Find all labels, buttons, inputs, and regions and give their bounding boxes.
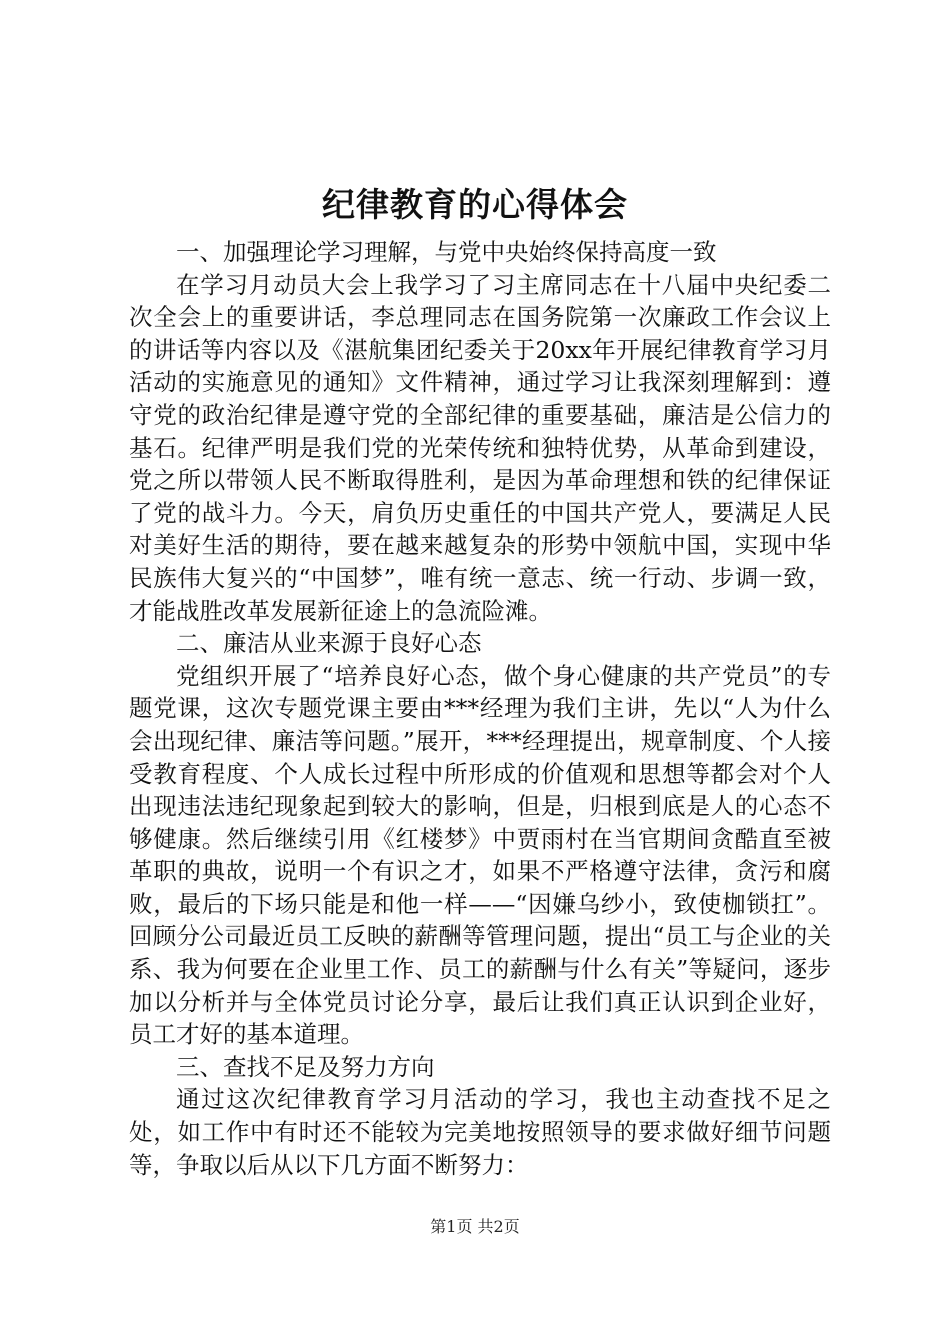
page-indicator: 第1页 共2页 xyxy=(430,1217,520,1236)
paragraph-3: 通过这次纪律教育学习月活动的学习，我也主动查找不足之处，如工作中有时还不能较为完美地按照领导的要求做好细节问题等，争取以后从以下几方面不断努力： xyxy=(129,1085,831,1179)
section-heading-3: 三、查找不足及努力方向 xyxy=(176,1052,435,1081)
section-heading-2: 二、廉洁从业来源于良好心态 xyxy=(176,629,482,658)
document-title: 纪律教育的心得体会 xyxy=(322,185,628,224)
document-body xyxy=(129,236,831,1181)
paragraph-2: 党组织开展了“培养良好心态，做个身心健康的共产党员”的专题党课，这次专题党课主要由***经理为我们主讲，先以“人为什么会出现纪律、廉洁等问题。”展开，***经理提出，规章制度、个人接受教育程度、个人成长过程中所形成的价值观和思想等都会对个人出现违法违纪现象起到较大的影响，但是，归根到底是人的心态不够健康。然后继续引用《红楼梦》中贾雨村在当官期间贪酷直至被革职的典故，说明一个有识之才，如果不严格遵守法律，贪污和腐败，最后的下场只能是和他一样——“因嫌乌纱小，致使枷锁扛”。回顾分公司最近员工反映的薪酬等管理问题，提出“员工与企业的关系、我为何要在企业里工作、员工的薪酬与什么有关”等疑问，逐步加以分析并与全体党员讨论分享，最后让我们真正认识到企业好，员工才好的基本道理。 xyxy=(129,661,831,1049)
paragraph-1: 在学习月动员大会上我学习了习主席同志在十八届中央纪委二次全会上的重要讲话，李总理同志在国务院第一次廉政工作会议上的讲话等内容以及《湛航集团纪委关于20xx年开展纪律教育学习月活动的实施意见的通知》文件精神，通过学习让我深刻理解到：遵守党的政治纪律是遵守党的全部纪律的重要基础，廉洁是公信力的基石。纪律严明是我们党的光荣传统和独特优势，从革命到建设，党之所以带领人民不断取得胜利，是因为革命理想和铁的纪律保证了党的战斗力。今天，肩负历史重任的中国共产党人，要满足人民对美好生活的期待，要在越来越复杂的形势中领航中国，实现中华民族伟大复兴的“中国梦”，唯有统一意志、统一行动、步调一致，才能战胜改革发展新征途上的急流险滩。 xyxy=(129,270,831,625)
section-heading-1: 一、加强理论学习理解，与党中央始终保持高度一致 xyxy=(176,238,717,266)
